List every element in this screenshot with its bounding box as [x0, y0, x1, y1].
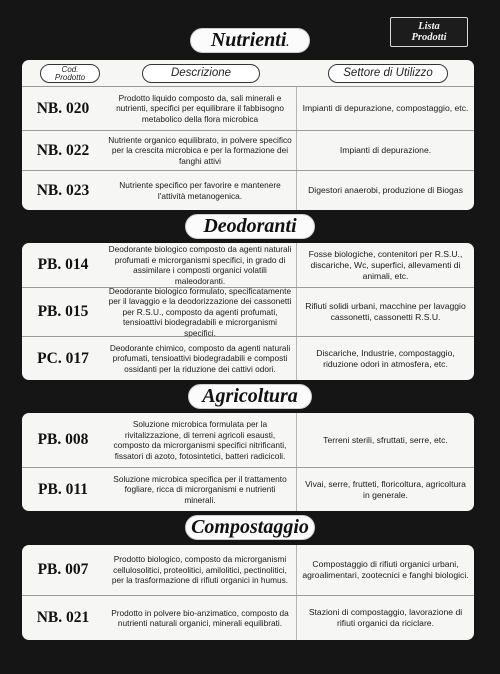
product-description: Deodorante biologico formulato, specificatamente per il lavaggio e la deodorizzazione dei cassonetti per R.S.U., composto da agenti profumati, tensioattivi biodegradabili e microrganismi specifici. — [104, 288, 297, 336]
product-description: Nutriente organico equilibrato, in polvere specifico per la crescita microbica e per la formazione dei fanghi attivi — [104, 131, 297, 170]
table-row — [22, 130, 474, 170]
table-row — [22, 170, 474, 210]
section-title-text: Agricoltura — [202, 385, 298, 407]
header-sector: Settore di Utilizzo — [328, 64, 448, 83]
product-sector: Digestori anaerobi, produzione di Biogas — [308, 185, 463, 195]
header-code — [40, 64, 100, 83]
header-code-line1: Cod. — [61, 65, 79, 74]
product-code: PB. 007 — [37, 561, 89, 578]
product-code: PB. 011 — [38, 480, 88, 498]
section-title-agricoltura — [188, 384, 312, 409]
product-sector: Compostaggio di rifiuti organici urbani, agroalimentari, zootecnici e fanghi biologici. — [302, 559, 469, 580]
table-row — [22, 413, 474, 467]
product-code: NB. 020 — [36, 99, 90, 117]
badge-line1: Lista — [418, 21, 440, 32]
table-row — [22, 545, 474, 595]
table-row — [22, 467, 474, 511]
table-row — [22, 595, 474, 640]
table-row — [22, 287, 474, 336]
product-code: PC. 017 — [37, 349, 89, 367]
table-row — [22, 86, 474, 130]
product-list-badge — [390, 17, 468, 47]
panel-compostaggio — [22, 545, 474, 640]
header-code-line2: Prodotto — [54, 73, 86, 82]
section-title-text: Compostaggio — [191, 516, 309, 538]
product-code: PB. 008 — [37, 431, 89, 448]
product-code: NB. 022 — [36, 141, 90, 159]
panel-nutrienti — [22, 60, 474, 210]
product-description: Prodotto liquido composto da, sali minerali e nutrienti, specifici per equilibrare il fabbisogno metabolico della flora microbica — [104, 87, 297, 130]
product-description: Soluzione microbica specifica per il trattamento fogliare, ricca di microrganismi e nutrienti minerali. — [104, 468, 297, 511]
section-title-compostaggio — [185, 515, 315, 540]
product-sector: Stazioni di compostaggio, lavorazione di rifiuti organici da riciclare. — [308, 607, 463, 628]
header-description: Descrizione — [142, 64, 260, 83]
product-description: Deodorante biologico composto da agenti naturali profumati e microrganismi specifici, in grado di assimilare i composti organici volatili maleodoranti. — [104, 243, 297, 287]
section-title-suffix: . — [286, 37, 290, 49]
section-title-text: Nutrienti — [210, 29, 287, 51]
product-description: Soluzione microbica formulata per la rivitalizzazione, di terreni agricoli esausti, composto da microrganismi specifici nitrificanti, fissatori di azoto, fotosintetici, batteri radicicoli. — [104, 413, 297, 467]
product-sector: Rifiuti solidi urbani, macchine per lavaggio cassonetti, cassonetti R.S.U. — [305, 301, 466, 322]
badge-line2: Prodotti — [411, 32, 447, 43]
panel-deodoranti — [22, 243, 474, 380]
product-description: Deodorante chimico, composto da agenti naturali profumati, tensioattivi biodegradabili e composti ossidanti per la riduzione dei cattivi odori. — [104, 337, 297, 380]
product-description: Prodotto biologico, composto da microrganismi cellulosolitici, proteolitici, amilolitici, pectinolitici, per la trasformazione di rifiuti organici in humus. — [104, 545, 297, 595]
product-description: Prodotto in polvere bio-anzimatico, composto da nutrienti naturali organici, minerali equilibrati. — [104, 596, 297, 640]
table-row — [22, 243, 474, 287]
product-code: PB. 014 — [37, 256, 89, 273]
product-code: NB. 021 — [36, 609, 90, 626]
product-sector: Impianti di depurazione. — [339, 145, 432, 155]
product-code: PB. 015 — [37, 303, 89, 320]
section-title-nutrienti — [190, 28, 310, 53]
product-sector: Fosse biologiche, contenitori per R.S.U., discariche, Wc, superfici, allevamenti di animali, etc. — [308, 248, 463, 281]
column-header-row — [22, 60, 474, 86]
table-row — [22, 336, 474, 380]
panel-agricoltura — [22, 413, 474, 511]
product-description: Nutriente specifico per favorire e mantenere l'attività metanogenica. — [104, 171, 297, 210]
product-code: NB. 023 — [36, 181, 90, 199]
product-sector: Discariche, Industrie, compostaggio, riduzione odori in atmosfera, etc. — [316, 347, 455, 369]
product-sector: Impianti di depurazione, compostaggio, etc. — [302, 103, 469, 113]
section-title-deodoranti — [185, 214, 315, 239]
section-title-text: Deodoranti — [203, 215, 297, 237]
product-sector: Vivai, serre, frutteti, floricoltura, agricoltura in generale. — [305, 478, 466, 500]
product-sector: Terreni sterili, sfruttati, serre, etc. — [323, 434, 448, 445]
